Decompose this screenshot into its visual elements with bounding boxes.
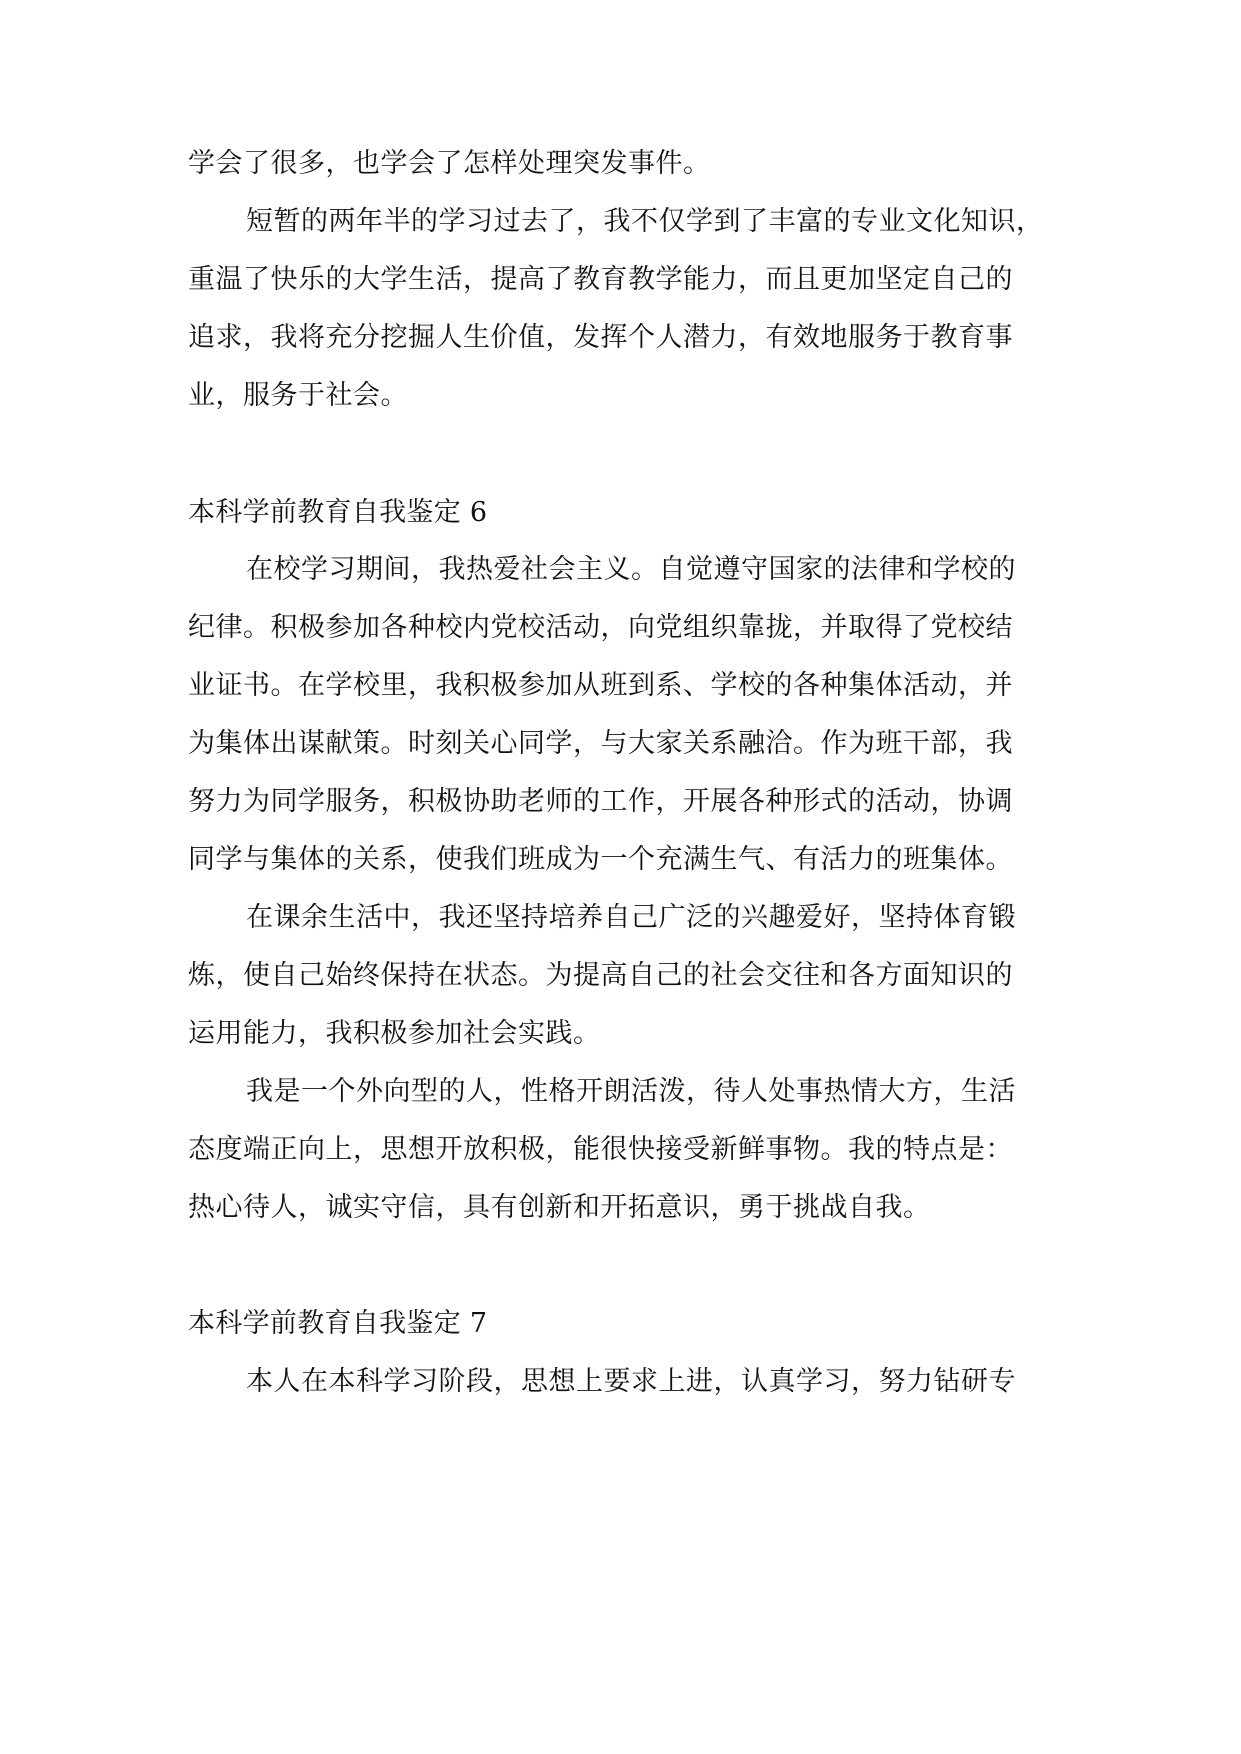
paragraph-line: 本人在本科学习阶段，思想上要求上进，认真学习，努力钻研专 [246,1366,1016,1397]
paragraph-line: 态度端正向上，思想开放积极，能很快接受新鲜事物。我的特点是： [188,1134,1013,1165]
paragraph-line: 业，服务于社会。 [188,380,408,411]
paragraph-line: 炼，使自己始终保持在状态。为提高自己的社会交往和各方面知识的 [188,960,1013,991]
paragraph-line: 运用能力，我积极参加社会实践。 [188,1018,601,1049]
paragraph-line: 追求，我将充分挖掘人生价值，发挥个人潜力，有效地服务于教育事 [188,322,1013,353]
paragraph-line: 短暂的两年半的学习过去了，我不仅学到了丰富的专业文化知识， [246,206,1044,237]
paragraph-line: 重温了快乐的大学生活，提高了教育教学能力，而且更加坚定自己的 [188,264,1013,295]
paragraph-line: 业证书。在学校里，我积极参加从班到系、学校的各种集体活动，并 [188,670,1013,701]
paragraph-line: 在校学习期间，我热爱社会主义。自觉遵守国家的法律和学校的 [246,554,1016,585]
section-heading: 本科学前教育自我鉴定 6 [188,497,488,528]
section-heading: 本科学前教育自我鉴定 7 [188,1308,488,1339]
paragraph-line: 我是一个外向型的人，性格开朗活泼，待人处事热情大方，生活 [246,1076,1016,1107]
paragraph-line: 努力为同学服务，积极协助老师的工作，开展各种形式的活动，协调 [188,786,1013,817]
paragraph-line: 同学与集体的关系，使我们班成为一个充满生气、有活力的班集体。 [188,844,1013,875]
paragraph-line: 热心待人，诚实守信，具有创新和开拓意识，勇于挑战自我。 [188,1192,931,1223]
paragraph-line: 学会了很多，也学会了怎样处理突发事件。 [188,148,711,179]
paragraph-line: 在课余生活中，我还坚持培养自己广泛的兴趣爱好，坚持体育锻 [246,902,1016,933]
paragraph-line: 为集体出谋献策。时刻关心同学，与大家关系融洽。作为班干部，我 [188,728,1013,759]
paragraph-line: 纪律。积极参加各种校内党校活动，向党组织靠拢，并取得了党校结 [188,612,1013,643]
